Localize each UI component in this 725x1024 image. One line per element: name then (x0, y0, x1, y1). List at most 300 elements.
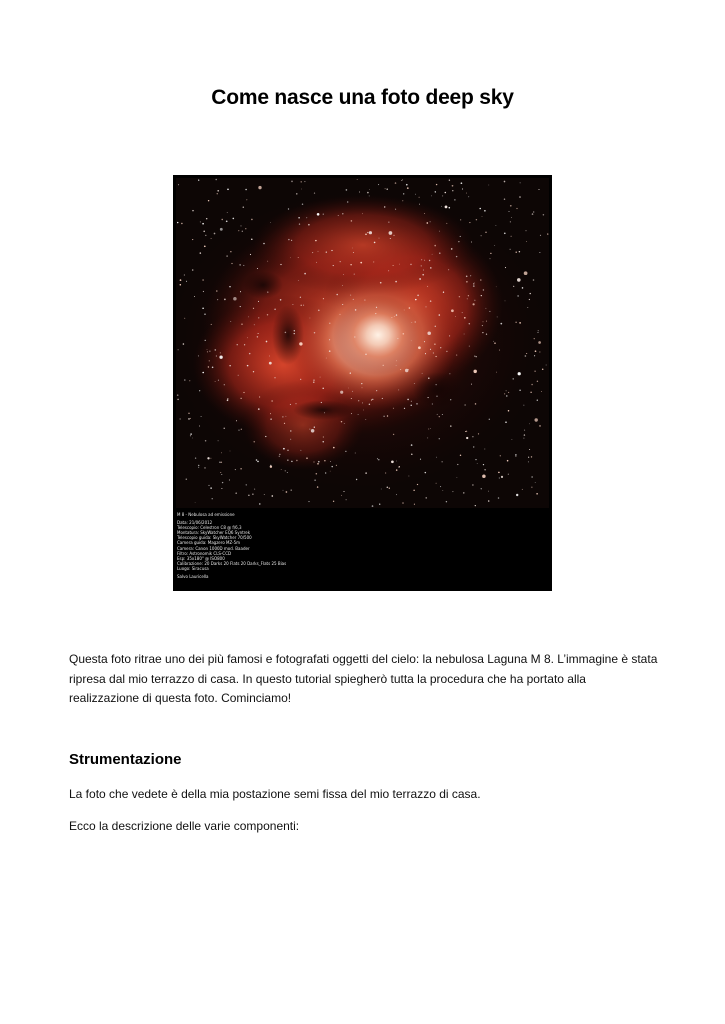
star (376, 307, 377, 308)
star (306, 217, 307, 218)
star (529, 423, 530, 424)
star (537, 400, 538, 401)
star (227, 188, 229, 190)
star (205, 440, 207, 442)
star (464, 334, 465, 335)
star (488, 500, 490, 502)
star (227, 399, 229, 401)
star (351, 220, 353, 222)
star (511, 217, 512, 218)
star (283, 448, 285, 450)
star (188, 418, 190, 420)
star (311, 429, 315, 433)
star (530, 293, 531, 294)
star (373, 261, 374, 262)
star (523, 438, 524, 439)
star (350, 372, 351, 373)
star (341, 421, 342, 422)
caption-line: Esp: 35x180" @ ISO800 (177, 555, 225, 561)
star (524, 434, 525, 435)
star (177, 222, 178, 223)
star (369, 404, 370, 405)
star (455, 316, 456, 317)
star (517, 278, 521, 282)
star (393, 434, 394, 435)
star (340, 314, 341, 315)
star (505, 267, 506, 268)
star (452, 185, 454, 187)
star (279, 454, 280, 455)
star (259, 503, 260, 504)
star (274, 308, 276, 310)
star (200, 221, 201, 222)
star (257, 336, 258, 337)
star (378, 459, 379, 460)
star (287, 450, 288, 451)
star (287, 472, 288, 473)
star (199, 390, 200, 391)
star (463, 492, 464, 493)
star (528, 457, 529, 458)
star (490, 253, 491, 254)
star (280, 264, 281, 265)
star (325, 472, 326, 473)
star (209, 360, 210, 361)
star (226, 220, 228, 222)
star (270, 222, 271, 223)
star (479, 208, 481, 210)
star (210, 487, 211, 488)
star (436, 457, 437, 458)
star (387, 486, 389, 488)
star (236, 420, 237, 421)
star (184, 318, 185, 319)
star (533, 211, 534, 212)
star (184, 379, 186, 381)
star (439, 416, 440, 417)
star (510, 249, 511, 250)
star (206, 218, 207, 219)
star (318, 309, 320, 311)
star (388, 222, 389, 223)
star (393, 265, 394, 266)
star (192, 239, 193, 240)
star (510, 205, 512, 207)
star (303, 305, 304, 306)
star (440, 486, 441, 487)
star (192, 269, 194, 271)
star (280, 299, 282, 301)
star (351, 413, 352, 414)
star (434, 245, 436, 247)
star (270, 465, 271, 466)
star (439, 253, 440, 254)
star (509, 211, 510, 212)
star (290, 257, 291, 258)
star (441, 206, 442, 207)
star (331, 466, 332, 467)
star (320, 377, 321, 378)
star (200, 252, 201, 253)
star (428, 397, 429, 398)
star (385, 473, 386, 474)
star (208, 200, 209, 201)
star (481, 488, 482, 489)
star (271, 400, 272, 401)
star (462, 312, 463, 313)
star (380, 282, 382, 284)
star (419, 204, 420, 205)
star (428, 428, 429, 429)
star (483, 321, 484, 322)
star (342, 304, 343, 305)
star (539, 352, 540, 353)
star (452, 190, 453, 191)
star (542, 369, 544, 371)
star (391, 317, 392, 318)
star (183, 343, 185, 345)
star (298, 257, 299, 258)
star (207, 349, 208, 350)
star (249, 353, 250, 354)
star (323, 298, 324, 299)
star (217, 190, 219, 192)
star (504, 181, 506, 183)
star (460, 219, 461, 220)
star (257, 461, 259, 463)
star (287, 460, 288, 461)
star (439, 314, 441, 316)
star (326, 251, 327, 252)
star (247, 337, 248, 338)
star (473, 370, 476, 373)
star (535, 350, 537, 352)
star (363, 410, 364, 411)
star (286, 416, 287, 417)
star (524, 271, 528, 275)
star (414, 383, 415, 384)
star (347, 201, 348, 202)
star (344, 423, 345, 424)
star (199, 426, 200, 427)
star (215, 179, 217, 181)
star (313, 379, 314, 380)
star (396, 461, 397, 462)
star (177, 399, 179, 401)
star (526, 353, 527, 354)
star (470, 275, 471, 276)
star (245, 189, 247, 191)
star (221, 474, 222, 475)
star (407, 399, 409, 401)
star (186, 478, 187, 479)
star (472, 436, 473, 437)
star (482, 332, 483, 333)
star (342, 285, 343, 286)
star (483, 289, 484, 290)
caption-line: Calibrazione: 20 Darks 20 Flats 20 Darks_Flats 25 Bias (177, 560, 287, 566)
star (460, 455, 461, 456)
star (500, 323, 502, 325)
star (198, 355, 199, 356)
star (204, 245, 206, 247)
star (532, 213, 534, 215)
caption-heading: M 8 - Nebulosa ad emissione (177, 512, 235, 517)
star (385, 188, 386, 189)
star (242, 231, 243, 232)
star (369, 231, 372, 234)
star (471, 384, 472, 385)
star (442, 461, 443, 462)
star (195, 457, 196, 458)
star (513, 378, 514, 379)
star (402, 502, 404, 504)
star (377, 458, 378, 459)
star (198, 467, 199, 468)
star (534, 355, 535, 356)
star (351, 398, 352, 399)
star (217, 299, 218, 300)
star (192, 438, 193, 439)
star (360, 262, 362, 264)
star (230, 321, 231, 322)
star (343, 274, 344, 275)
star (409, 476, 410, 477)
star (440, 347, 441, 348)
star (433, 352, 434, 353)
star (198, 179, 199, 180)
star (383, 416, 384, 417)
star (256, 459, 258, 461)
star (468, 295, 469, 296)
star (519, 251, 520, 252)
star (474, 300, 475, 301)
star (475, 403, 477, 405)
star (478, 433, 479, 434)
star (417, 484, 418, 485)
star (435, 356, 436, 357)
star (505, 422, 506, 423)
star (425, 353, 426, 354)
star (314, 480, 315, 481)
star (490, 258, 491, 259)
star (258, 317, 259, 318)
star (224, 299, 226, 301)
star (220, 352, 221, 353)
star (309, 318, 310, 319)
star (252, 494, 253, 495)
caption-line: Camera guida: Magzero MZ-5m (177, 540, 241, 546)
star (248, 495, 249, 496)
star (462, 188, 463, 189)
star (384, 206, 385, 207)
star (485, 308, 486, 309)
star (355, 453, 356, 454)
star (269, 362, 272, 365)
star (416, 403, 417, 404)
star (466, 281, 468, 283)
star (388, 270, 389, 271)
star (496, 372, 497, 373)
star (484, 469, 485, 470)
star (258, 333, 259, 334)
star (296, 460, 297, 461)
star (524, 430, 525, 431)
star (435, 191, 436, 192)
star (419, 197, 420, 198)
star (424, 260, 425, 261)
star (391, 460, 394, 463)
star (445, 192, 447, 194)
star (486, 334, 487, 335)
star (425, 306, 426, 307)
star (387, 415, 388, 416)
star (259, 396, 260, 397)
star (496, 225, 497, 226)
star (535, 418, 538, 421)
star (519, 196, 521, 198)
star (221, 488, 222, 489)
star (537, 381, 538, 382)
star (212, 367, 214, 369)
star (329, 323, 330, 324)
star (212, 498, 213, 499)
star (208, 366, 209, 367)
star (313, 382, 314, 383)
star (239, 264, 240, 265)
star (459, 296, 460, 297)
star (516, 252, 517, 253)
star (281, 469, 282, 470)
star (464, 317, 466, 319)
star (403, 333, 405, 335)
star (254, 324, 255, 325)
star (180, 284, 182, 286)
star (427, 332, 431, 336)
star (359, 192, 360, 193)
star (369, 189, 370, 190)
star (396, 314, 397, 315)
star (424, 341, 425, 342)
star (365, 472, 366, 473)
star (418, 346, 421, 349)
star (429, 260, 430, 261)
star (540, 235, 541, 236)
star (202, 307, 204, 309)
star (222, 482, 223, 483)
star (267, 292, 268, 293)
star (243, 206, 244, 207)
star (365, 233, 367, 235)
star (253, 308, 254, 309)
star (316, 262, 317, 263)
star (466, 276, 468, 278)
star (434, 343, 436, 345)
star (477, 463, 478, 464)
star (291, 181, 293, 183)
star (230, 251, 231, 252)
star (538, 332, 539, 333)
star (547, 233, 548, 234)
star (466, 431, 467, 432)
star (220, 472, 221, 473)
star (420, 459, 421, 460)
star (350, 295, 351, 296)
star (317, 486, 318, 487)
star (353, 299, 354, 300)
star (396, 469, 397, 470)
star (411, 340, 412, 341)
star (247, 365, 249, 367)
star (317, 213, 320, 216)
caption-line: Camera: Canon 1000D mod. Baader (177, 545, 250, 551)
star (504, 232, 506, 234)
star (216, 290, 218, 292)
star (299, 342, 302, 345)
star (290, 439, 291, 440)
star (489, 419, 490, 420)
star (474, 282, 475, 283)
star (214, 349, 216, 351)
star (422, 274, 424, 276)
star (286, 491, 288, 493)
star (214, 233, 216, 235)
star (269, 356, 270, 357)
star (258, 301, 259, 302)
star (390, 238, 391, 239)
star (507, 460, 509, 462)
star (436, 396, 437, 397)
star (411, 322, 412, 323)
star (446, 351, 447, 352)
star (525, 230, 526, 231)
star (267, 261, 268, 262)
star (323, 441, 324, 442)
star (458, 241, 459, 242)
star (288, 208, 289, 209)
star (364, 300, 365, 301)
star (204, 314, 205, 315)
star (215, 381, 216, 382)
star (353, 252, 354, 253)
star (372, 505, 374, 507)
star (473, 446, 474, 447)
star (298, 217, 300, 219)
star (445, 206, 448, 209)
star (237, 344, 238, 345)
star (422, 373, 423, 374)
star (428, 377, 429, 378)
star (202, 279, 204, 281)
star (399, 264, 400, 265)
star (205, 235, 206, 236)
star (232, 218, 234, 220)
star (398, 389, 399, 390)
star (395, 182, 397, 184)
star (374, 242, 376, 244)
star (190, 418, 191, 419)
star (508, 474, 509, 475)
star (288, 239, 289, 240)
section-paragraph: Ecco la descrizione delle varie componenti: (69, 819, 300, 833)
star (202, 223, 204, 225)
star (263, 243, 265, 245)
star (231, 263, 232, 264)
star (270, 418, 272, 420)
star (279, 456, 280, 457)
star (538, 189, 539, 190)
star (336, 465, 337, 466)
